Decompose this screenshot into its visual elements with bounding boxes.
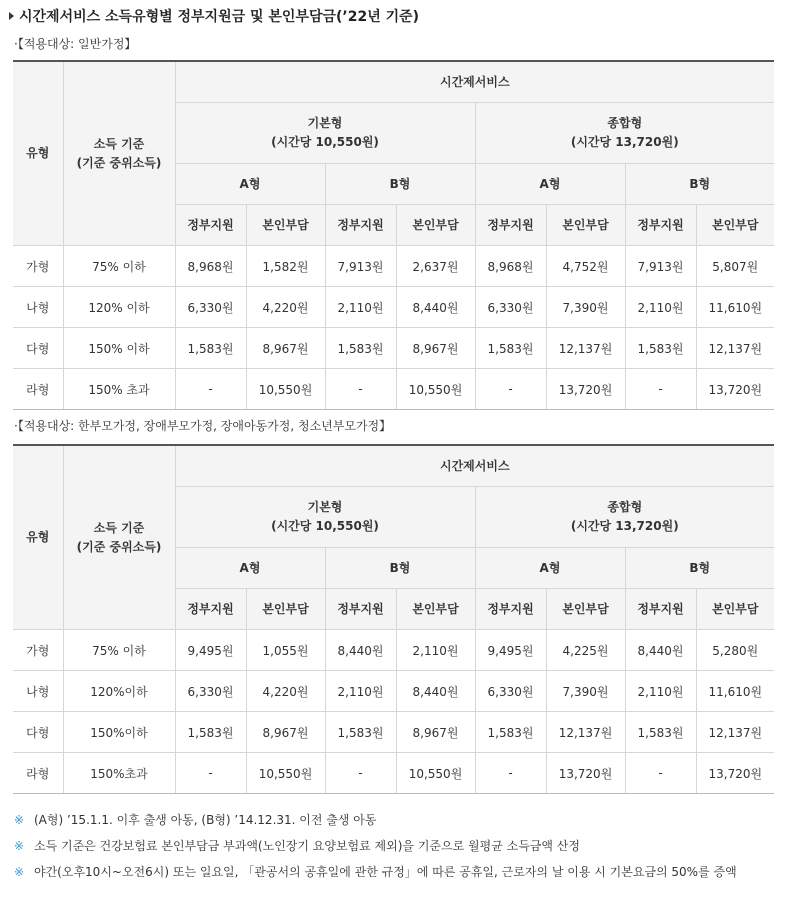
row-type: 다형 [13,328,63,369]
table-row [13,369,774,410]
header-a-type: A형 [475,164,625,205]
table-row [13,287,774,328]
note-item: ※ 소득 기준은 건강보험료 본인부담금 부과액(노인장기 요양보험료 제외)을 기준으로 월평균 소득금액 산정 [14,839,580,853]
header-self-pay: 본인부담 [396,589,475,630]
triangle-bullet-icon [9,12,14,20]
header-hourly-service: 시간제서비스 [175,445,774,487]
table-row [13,753,774,794]
self-pay-cell: 13,720원 [546,753,625,794]
self-pay-cell: 12,137원 [696,328,774,369]
header-combined: 종합형 (시간당 13,720원) [475,103,774,164]
note-item: ※ (A형) ’15.1.1. 이후 출생 아동, (B형) ’14.12.31. 이전 출생 아동 [14,813,377,827]
row-income: 150% 이하 [63,328,175,369]
self-pay-cell: 7,390원 [546,287,625,328]
table-1-caption: ·【적용대상: 일반가정】 [14,37,137,51]
note-mark-icon: ※ [14,839,25,853]
self-pay-cell: 4,220원 [246,671,325,712]
self-pay-cell: 10,550원 [246,369,325,410]
header-type: 유형 [13,61,63,246]
page-title [9,6,419,26]
self-pay-cell: 2,637원 [396,246,475,287]
self-pay-cell: 10,550원 [396,369,475,410]
gov-support-cell: 6,330원 [475,671,546,712]
header-gov-support: 정부지원 [475,589,546,630]
table-row [13,712,774,753]
header-row [13,445,774,487]
gov-support-cell: 1,583원 [175,712,246,753]
self-pay-cell: 8,967원 [396,712,475,753]
gov-support-cell: - [625,753,696,794]
gov-support-cell: 6,330원 [175,671,246,712]
header-a-type: A형 [175,164,325,205]
self-pay-cell: 1,582원 [246,246,325,287]
row-income: 150%초과 [63,753,175,794]
note-mark-icon: ※ [14,813,25,827]
header-self-pay: 본인부담 [546,205,625,246]
gov-support-cell: 8,440원 [625,630,696,671]
self-pay-cell: 8,440원 [396,671,475,712]
gov-support-cell: 2,110원 [325,671,396,712]
row-type: 라형 [13,753,63,794]
header-gov-support: 정부지원 [325,205,396,246]
header-basic: 기본형 (시간당 10,550원) [175,103,475,164]
header-gov-support: 정부지원 [175,205,246,246]
table-row [13,671,774,712]
gov-support-cell: 7,913원 [625,246,696,287]
row-income: 120% 이하 [63,287,175,328]
self-pay-cell: 4,225원 [546,630,625,671]
fee-table-general [13,60,774,410]
self-pay-cell: 4,752원 [546,246,625,287]
self-pay-cell: 13,720원 [546,369,625,410]
gov-support-cell: - [475,369,546,410]
header-income-criteria: 소득 기준 (기준 중위소득) [63,61,175,246]
gov-support-cell: 6,330원 [475,287,546,328]
header-b-type: B형 [325,164,475,205]
table-row [13,328,774,369]
table-row [13,246,774,287]
header-self-pay: 본인부담 [396,205,475,246]
gov-support-cell: - [175,753,246,794]
gov-support-cell: - [325,753,396,794]
gov-support-cell: 2,110원 [625,287,696,328]
self-pay-cell: 13,720원 [696,369,774,410]
self-pay-cell: 11,610원 [696,287,774,328]
gov-support-cell: 8,968원 [175,246,246,287]
self-pay-cell: 8,967원 [246,328,325,369]
self-pay-cell: 12,137원 [546,712,625,753]
row-type: 나형 [13,671,63,712]
row-income: 120%이하 [63,671,175,712]
header-self-pay: 본인부담 [696,589,774,630]
self-pay-cell: 7,390원 [546,671,625,712]
header-b-type: B형 [625,164,774,205]
header-income-criteria: 소득 기준 (기준 중위소득) [63,445,175,630]
header-row [13,61,774,103]
header-self-pay: 본인부담 [696,205,774,246]
self-pay-cell: 12,137원 [696,712,774,753]
self-pay-cell: 1,055원 [246,630,325,671]
header-hourly-service: 시간제서비스 [175,61,774,103]
self-pay-cell: 8,967원 [246,712,325,753]
header-self-pay: 본인부담 [246,205,325,246]
row-income: 150%이하 [63,712,175,753]
row-type: 가형 [13,630,63,671]
row-income: 150% 초과 [63,369,175,410]
gov-support-cell: 2,110원 [325,287,396,328]
gov-support-cell: 8,440원 [325,630,396,671]
gov-support-cell: 1,583원 [625,328,696,369]
self-pay-cell: 13,720원 [696,753,774,794]
header-combined: 종합형 (시간당 13,720원) [475,487,774,548]
self-pay-cell: 10,550원 [396,753,475,794]
gov-support-cell: - [625,369,696,410]
header-gov-support: 정부지원 [175,589,246,630]
self-pay-cell: 5,280원 [696,630,774,671]
gov-support-cell: 2,110원 [625,671,696,712]
header-self-pay: 본인부담 [246,589,325,630]
row-income: 75% 이하 [63,246,175,287]
gov-support-cell: 1,583원 [325,328,396,369]
row-type: 라형 [13,369,63,410]
header-type: 유형 [13,445,63,630]
self-pay-cell: 2,110원 [396,630,475,671]
self-pay-cell: 5,807원 [696,246,774,287]
header-a-type: A형 [175,548,325,589]
header-gov-support: 정부지원 [625,205,696,246]
row-income: 75% 이하 [63,630,175,671]
header-b-type: B형 [625,548,774,589]
header-gov-support: 정부지원 [325,589,396,630]
row-type: 가형 [13,246,63,287]
header-gov-support: 정부지원 [475,205,546,246]
header-self-pay: 본인부담 [546,589,625,630]
self-pay-cell: 4,220원 [246,287,325,328]
header-b-type: B형 [325,548,475,589]
notes [14,812,782,890]
gov-support-cell: - [325,369,396,410]
self-pay-cell: 12,137원 [546,328,625,369]
row-type: 나형 [13,287,63,328]
self-pay-cell: 10,550원 [246,753,325,794]
gov-support-cell: 1,583원 [475,328,546,369]
gov-support-cell: 8,968원 [475,246,546,287]
gov-support-cell: 1,583원 [325,712,396,753]
self-pay-cell: 8,967원 [396,328,475,369]
note-mark-icon: ※ [14,865,25,879]
gov-support-cell: 7,913원 [325,246,396,287]
header-a-type: A형 [475,548,625,589]
gov-support-cell: - [175,369,246,410]
gov-support-cell: 1,583원 [625,712,696,753]
fee-table-special [13,444,774,794]
gov-support-cell: 6,330원 [175,287,246,328]
gov-support-cell: 9,495원 [475,630,546,671]
header-gov-support: 정부지원 [625,589,696,630]
note-item: ※ 야간(오후10시~오전6시) 또는 일요일, 「관공서의 공휴일에 관한 규정」에 따른 공휴일, 근로자의 날 이용 시 기본요금의 50%를 증액 [14,865,737,879]
gov-support-cell: 1,583원 [475,712,546,753]
self-pay-cell: 8,440원 [396,287,475,328]
gov-support-cell: 1,583원 [175,328,246,369]
table-2-caption: ·【적용대상: 한부모가정, 장애부모가정, 장애아동가정, 청소년부모가정】 [14,419,392,433]
table-row [13,630,774,671]
header-basic: 기본형 (시간당 10,550원) [175,487,475,548]
gov-support-cell: - [475,753,546,794]
page-title-text: 시간제서비스 소득유형별 정부지원금 및 본인부담금(’22년 기준) [19,9,420,25]
gov-support-cell: 9,495원 [175,630,246,671]
row-type: 다형 [13,712,63,753]
self-pay-cell: 11,610원 [696,671,774,712]
